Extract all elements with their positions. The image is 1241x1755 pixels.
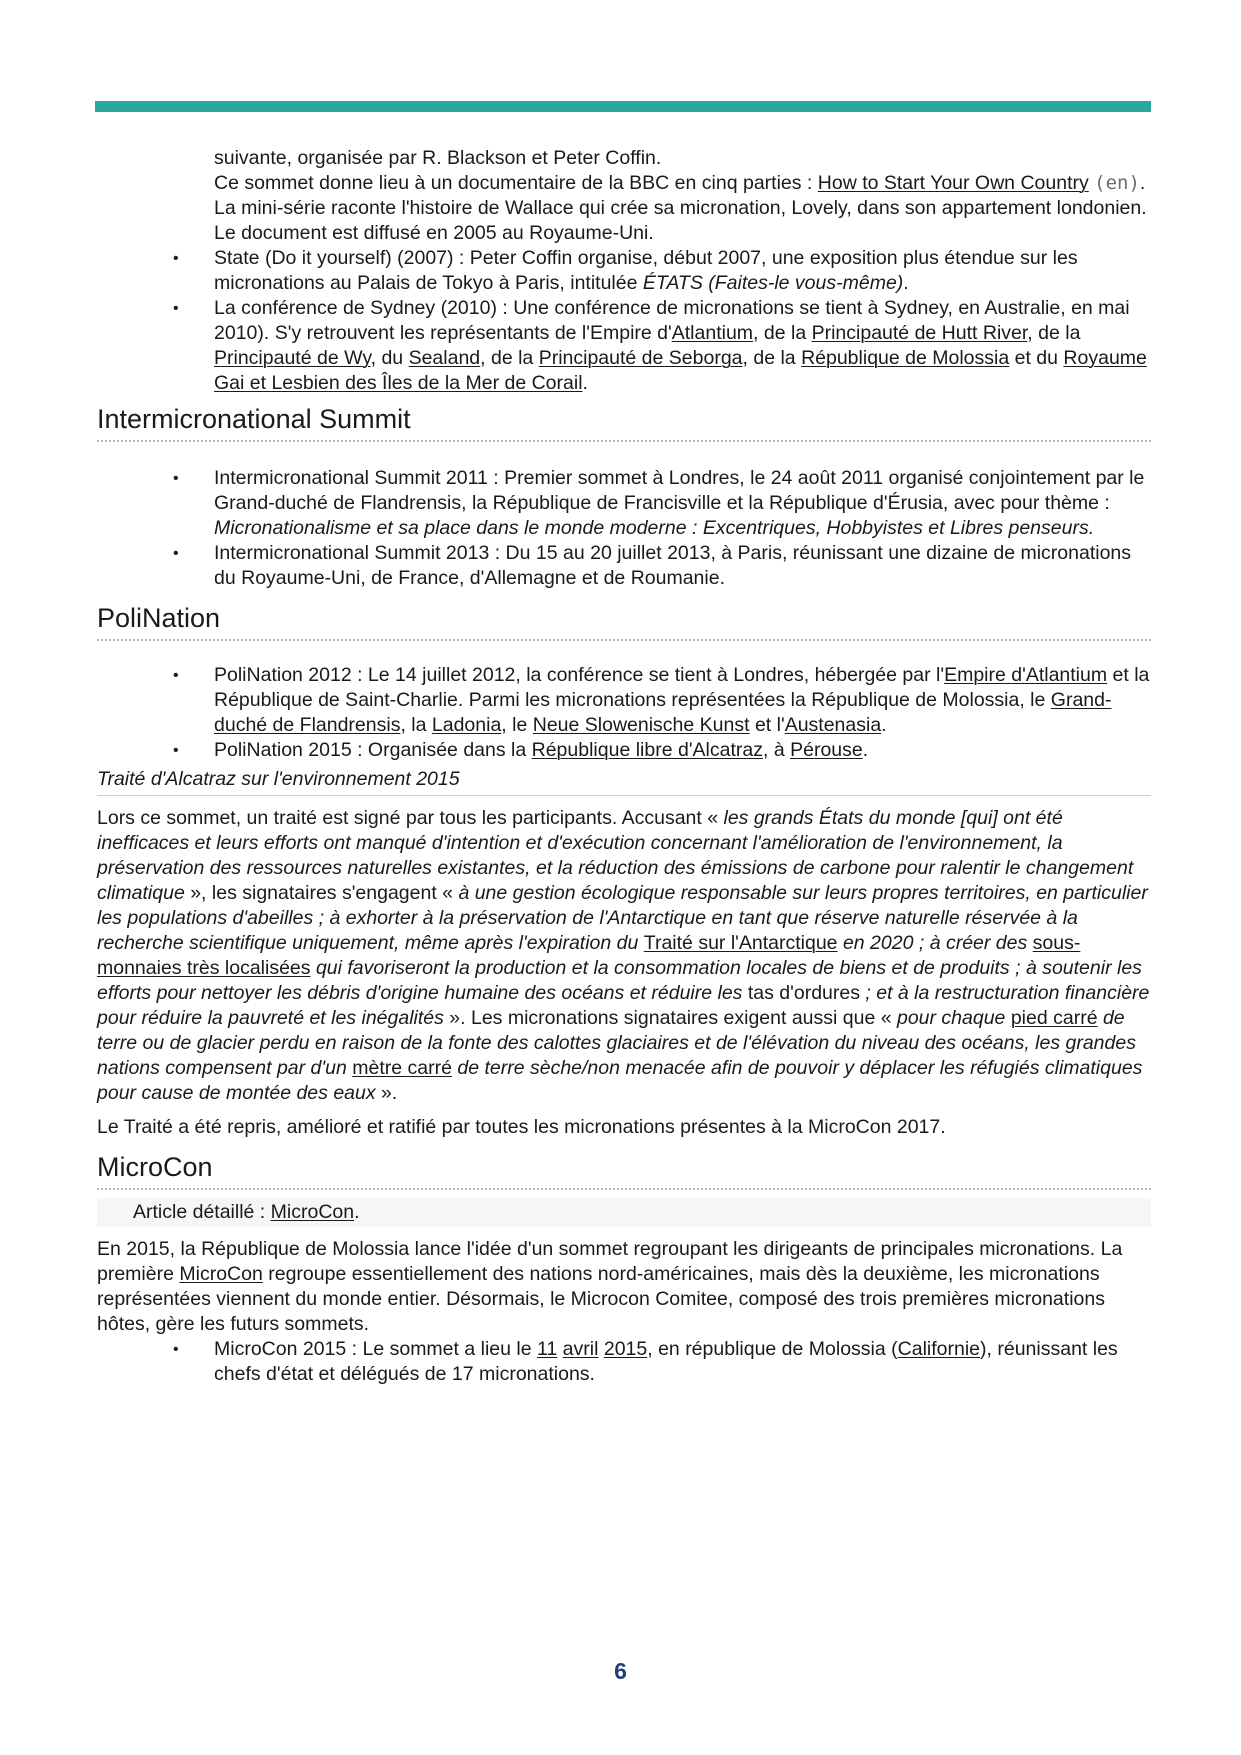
quote: ; et à la restructuration financière pour réduire la pauvreté et les inégalités bbox=[97, 982, 1150, 1029]
text: », les signataires s'engagent « bbox=[184, 882, 459, 904]
text: PoliNation 2012 : Le 14 juillet 2012, la conférence se tient à Londres, hébergée par l' bbox=[214, 664, 945, 686]
header-accent-bar bbox=[95, 101, 1151, 112]
quote: les grands États du monde [qui] ont été inefficaces et leurs efforts ont manqué d'intention et d'exécution concernant l'amélioration de l'environnement, la préservation des ressources naturelles existantes, et la réduction des émissions de carbone pour ralentir le changement climatique bbox=[97, 807, 1134, 904]
subheading-treaty: Traité d'Alcatraz sur l'environnement 2015 bbox=[97, 767, 1151, 796]
text: , de la bbox=[1027, 322, 1081, 344]
list-item-microcon-2015 bbox=[97, 1337, 1151, 1387]
link-perouse[interactable]: Pérouse bbox=[790, 739, 863, 761]
link-nsk[interactable]: Neue Slowenische Kunst bbox=[532, 714, 750, 736]
link-ladonia[interactable]: Ladonia bbox=[431, 714, 502, 736]
section-heading-intermicronational: Intermicronational Summit bbox=[97, 402, 1151, 442]
text: ». bbox=[375, 1082, 398, 1104]
quote: à une gestion écologique responsable sur leurs propres territoires, en particulier les populations d'abeilles ; à exhorter à la préservation de l'Antarctique en tant que réserve naturelle réservée à la recherche scientifique uniquement, même après l'expiration du bbox=[97, 882, 1148, 954]
microcon-paragraph bbox=[97, 1237, 1151, 1337]
link-2015[interactable]: 2015 bbox=[603, 1338, 648, 1360]
link-metre-carre[interactable]: mètre carré bbox=[352, 1057, 452, 1079]
intro-continuation bbox=[214, 146, 1151, 246]
link-flandrensis[interactable]: Grand-duché de Flandrensis bbox=[214, 689, 1112, 736]
text: PoliNation 2015 : Organisée dans la bbox=[214, 739, 532, 761]
text: , en république de Molossia ( bbox=[647, 1338, 898, 1360]
link-avril[interactable]: avril bbox=[562, 1338, 599, 1360]
quote: de terre ou de glacier perdu en raison de la fonte des calottes glaciaires et de l'élévation du niveau des océans, les grandes nations compensent par d'un bbox=[97, 1007, 1136, 1079]
list-item-state bbox=[97, 246, 1151, 296]
link-empire-atlantium[interactable]: Empire d'Atlantium bbox=[944, 664, 1108, 686]
link-pied-carre[interactable]: pied carré bbox=[1010, 1007, 1098, 1029]
link-alcatraz[interactable]: République libre d'Alcatraz bbox=[531, 739, 763, 761]
link-11[interactable]: 11 bbox=[537, 1338, 558, 1360]
text: . bbox=[903, 272, 909, 294]
link-seborga[interactable]: Principauté de Seborga bbox=[538, 347, 743, 369]
text: ), réunissant les chefs d'état et délégués de 17 micronations. bbox=[214, 1338, 1118, 1385]
text: ». Les micronations signataires exigent aussi que « bbox=[443, 1007, 897, 1029]
text: , de la bbox=[480, 347, 539, 369]
page-number: 6 bbox=[614, 1658, 627, 1684]
link-sealand[interactable]: Sealand bbox=[408, 347, 481, 369]
section-heading-polination: PoliNation bbox=[97, 601, 1151, 641]
link-hutt-river[interactable]: Principauté de Hutt River bbox=[811, 322, 1028, 344]
list-item-summit-2013: • Intermicronational Summit 2013 : Du 15 au 20 juillet 2013, à Paris, réunissant une dizaine de micronations du Royaume-Uni, de France, d'Allemagne et de Roumanie. bbox=[97, 541, 1151, 591]
list-events bbox=[97, 246, 1151, 296]
italic-theme: Micronationalisme et sa place dans le monde moderne : Excentriques, Hobbyistes et Libres penseurs. bbox=[214, 517, 1095, 539]
text: et la République de Saint-Charlie. Parmi les micronations représentées la République de Molossia, le bbox=[214, 664, 1150, 711]
link-wy[interactable]: Principauté de Wy bbox=[214, 347, 371, 369]
text: , le bbox=[501, 714, 533, 736]
link-californie[interactable]: Californie bbox=[897, 1338, 981, 1360]
quote: de terre sèche/non menacée afin de pouvoir y déplacer les réfugiés climatiques pour cause de montée des eaux bbox=[97, 1057, 1143, 1104]
text: La conférence de Sydney (2010) : Une conférence de micronations se tient à Sydney, en Australie, en mai 2010). S'y retrouvent les représentants de l'Empire d' bbox=[214, 297, 1130, 344]
bbc-paragraph bbox=[214, 171, 1151, 246]
text: Lors ce sommet, un traité est signé par tous les participants. Accusant « bbox=[97, 807, 724, 829]
link-how-to-start-your-own-country[interactable]: How to Start Your Own Country bbox=[817, 172, 1089, 194]
list-events-2 bbox=[97, 296, 1151, 396]
text: , de la bbox=[753, 322, 812, 344]
link-microcon-article[interactable]: MicroCon bbox=[270, 1201, 355, 1223]
text: . bbox=[354, 1201, 360, 1223]
text: . La mini-série raconte l'histoire de Wallace qui crée sa micronation, Lovely, dans son appartement londonien. Le document est diffusé en 2005 au Royaume-Uni. bbox=[214, 172, 1147, 244]
text: Ce sommet donne lieu à un documentaire de la BBC en cinq parties : bbox=[214, 172, 818, 194]
quote: pour chaque bbox=[896, 1007, 1011, 1029]
text: et l' bbox=[749, 714, 785, 736]
text: , la bbox=[400, 714, 432, 736]
see-also-note bbox=[97, 1198, 1151, 1227]
text: , de la bbox=[742, 347, 802, 369]
document-page bbox=[97, 146, 1151, 1387]
link-sous-monnaies[interactable]: sous-monnaies très localisées bbox=[97, 932, 1081, 979]
text: regroupe essentiellement des nations nord-américaines, mais dès la deuxième, les micronations représentées viennent du monde entier. Désormais, le Microcon Comitee, composé des trois premières micronations hôtes, gère les futurs sommets. bbox=[97, 1263, 1105, 1335]
treaty-ratified-paragraph: Le Traité a été repris, amélioré et ratifié par toutes les micronations présentes à la MicroCon 2017. bbox=[97, 1116, 946, 1138]
language-tag: (en) bbox=[1094, 172, 1140, 194]
text: MicroCon 2015 : Le sommet a lieu le bbox=[214, 1338, 537, 1360]
list-item-polination-2015 bbox=[97, 738, 1151, 763]
text: En 2015, la République de Molossia lance l'idée d'un sommet regroupant les dirigeants de principales micronations. La première bbox=[97, 1238, 1123, 1285]
link-atlantium[interactable]: Atlantium bbox=[671, 322, 754, 344]
list-intermicronational bbox=[97, 466, 1151, 591]
list-polination bbox=[97, 663, 1151, 763]
link-royaume-gai[interactable]: Royaume Gai et Lesbien des Îles de la Mer de Corail bbox=[214, 347, 1147, 394]
text: tas d'ordures bbox=[742, 982, 860, 1004]
list-microcon bbox=[97, 1337, 1151, 1387]
quote: qui favoriseront la production et la consommation locales de biens et de produits ; à soutenir les efforts pour nettoyer les débris d'origine humaine des océans et réduire les bbox=[97, 957, 1142, 1004]
italic-title: ÉTATS (Faites-le vous-même) bbox=[642, 272, 904, 294]
list-item-polination-2012 bbox=[97, 663, 1151, 738]
list-item-summit-2011 bbox=[97, 466, 1151, 541]
link-molossia[interactable]: République de Molossia bbox=[801, 347, 1010, 369]
quote: en 2020 ; à créer des bbox=[837, 932, 1033, 954]
text: , à bbox=[762, 739, 791, 761]
list-item-sydney bbox=[97, 296, 1151, 396]
text: . bbox=[881, 714, 887, 736]
treaty-paragraph bbox=[97, 806, 1151, 1106]
text: , du bbox=[370, 347, 409, 369]
text: . bbox=[862, 739, 869, 761]
text: Intermicronational Summit 2011 : Premier sommet à Londres, le 24 août 2011 organisé conjointement par le Grand-duché de Flandrensis, la République de Francisville et la République d'Érusia, avec pour thème : bbox=[214, 467, 1145, 514]
text: et du bbox=[1009, 347, 1064, 369]
link-austenasia[interactable]: Austenasia bbox=[784, 714, 882, 736]
text: . bbox=[582, 372, 588, 394]
text: Article détaillé : bbox=[133, 1201, 271, 1223]
link-microcon[interactable]: MicroCon bbox=[179, 1263, 263, 1285]
section-heading-microcon: MicroCon bbox=[97, 1150, 1151, 1190]
intro-line: suivante, organisée par R. Blackson et Peter Coffin. bbox=[214, 147, 662, 169]
text: State (Do it yourself) (2007) : Peter Coffin organise, début 2007, une exposition plus étendue sur les micronations au Palais de Tokyo à Paris, intitulée bbox=[214, 247, 1078, 294]
link-traite-antarctique[interactable]: Traité sur l'Antarctique bbox=[643, 932, 838, 954]
